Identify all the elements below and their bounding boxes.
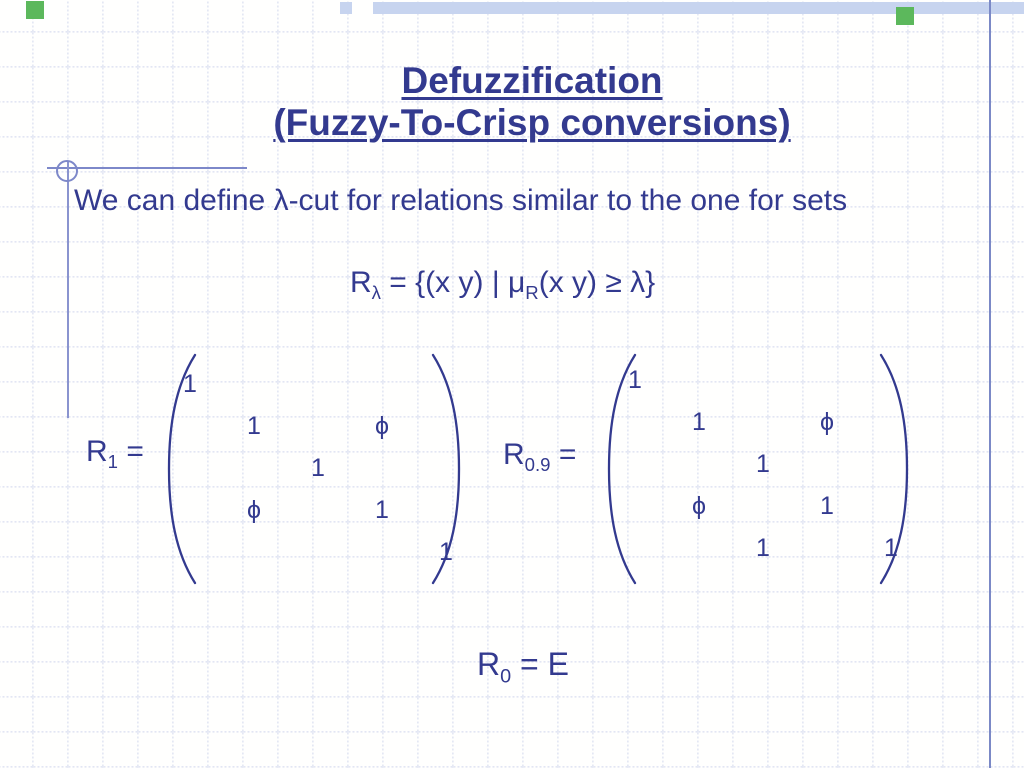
- green-square-marker-right: [896, 7, 914, 25]
- matrix-cell-value: 1: [756, 449, 770, 478]
- matrix-cell-value: 1: [247, 411, 261, 440]
- decor-circle: [56, 160, 78, 182]
- matrix-r1-label-base: R: [86, 435, 108, 468]
- matrix-r09-label-sub: 0.9: [524, 454, 551, 475]
- matrix-r09-close-paren: [876, 351, 910, 587]
- title-line2: (Fuzzy-To-Crisp conversions): [273, 102, 791, 143]
- formula-lhs: R: [350, 266, 372, 299]
- matrix-cell-value: ϕ: [246, 495, 261, 524]
- matrix-cell-value: 1: [375, 495, 389, 524]
- lambda-cut-formula: [350, 266, 655, 304]
- matrix-r09-label: [503, 438, 576, 476]
- matrix-cell-value: 1: [439, 537, 453, 566]
- matrix-r09-label-eq: =: [550, 438, 577, 471]
- matrix-cell-value: 1: [183, 369, 197, 398]
- matrix-cell-value: ϕ: [819, 407, 834, 436]
- matrix-r1-close-paren: [428, 351, 462, 587]
- matrix-cell-value: 1: [820, 491, 834, 520]
- matrix-cell-value: 1: [756, 533, 770, 562]
- matrix-r1-label-eq: =: [118, 435, 144, 468]
- matrix-cell-value: ϕ: [374, 411, 389, 440]
- matrix-r09-grid: [603, 359, 923, 569]
- formula-end: ≥ λ}: [605, 266, 656, 299]
- slide-title: [20, 60, 1024, 144]
- matrix-cell-value: 1: [311, 453, 325, 482]
- formula-mid: = {(x y) |: [380, 266, 508, 299]
- footer-equation-sub: 0: [500, 665, 512, 688]
- matrix-cell-value: 1: [692, 407, 706, 436]
- top-accent-band: [373, 2, 1024, 14]
- body-text: We can define λ-cut for relations similar to the one for sets: [74, 184, 848, 217]
- matrix-r1-label-sub: 1: [107, 451, 119, 472]
- formula-mu-subscript: R: [525, 282, 539, 303]
- formula-mu: μ: [507, 266, 526, 299]
- footer-equation-rest: = E: [511, 646, 569, 682]
- footer-equation-base: R: [477, 646, 501, 682]
- footer-equation: [477, 646, 569, 688]
- top-accent-band-segment: [340, 2, 352, 14]
- matrix-cell-value: ϕ: [691, 491, 706, 520]
- green-square-marker-left: [26, 1, 44, 19]
- matrix-cell-value: 1: [628, 365, 642, 394]
- formula-lhs-subscript: λ: [371, 282, 381, 303]
- title-line1: Defuzzification: [401, 60, 663, 101]
- formula-tail: (x y): [538, 266, 606, 299]
- matrix-r09-label-base: R: [503, 438, 525, 471]
- matrix-r1-label: [86, 435, 144, 473]
- matrix-cell-value: 1: [884, 533, 898, 562]
- decor-vertical-line: [67, 162, 69, 418]
